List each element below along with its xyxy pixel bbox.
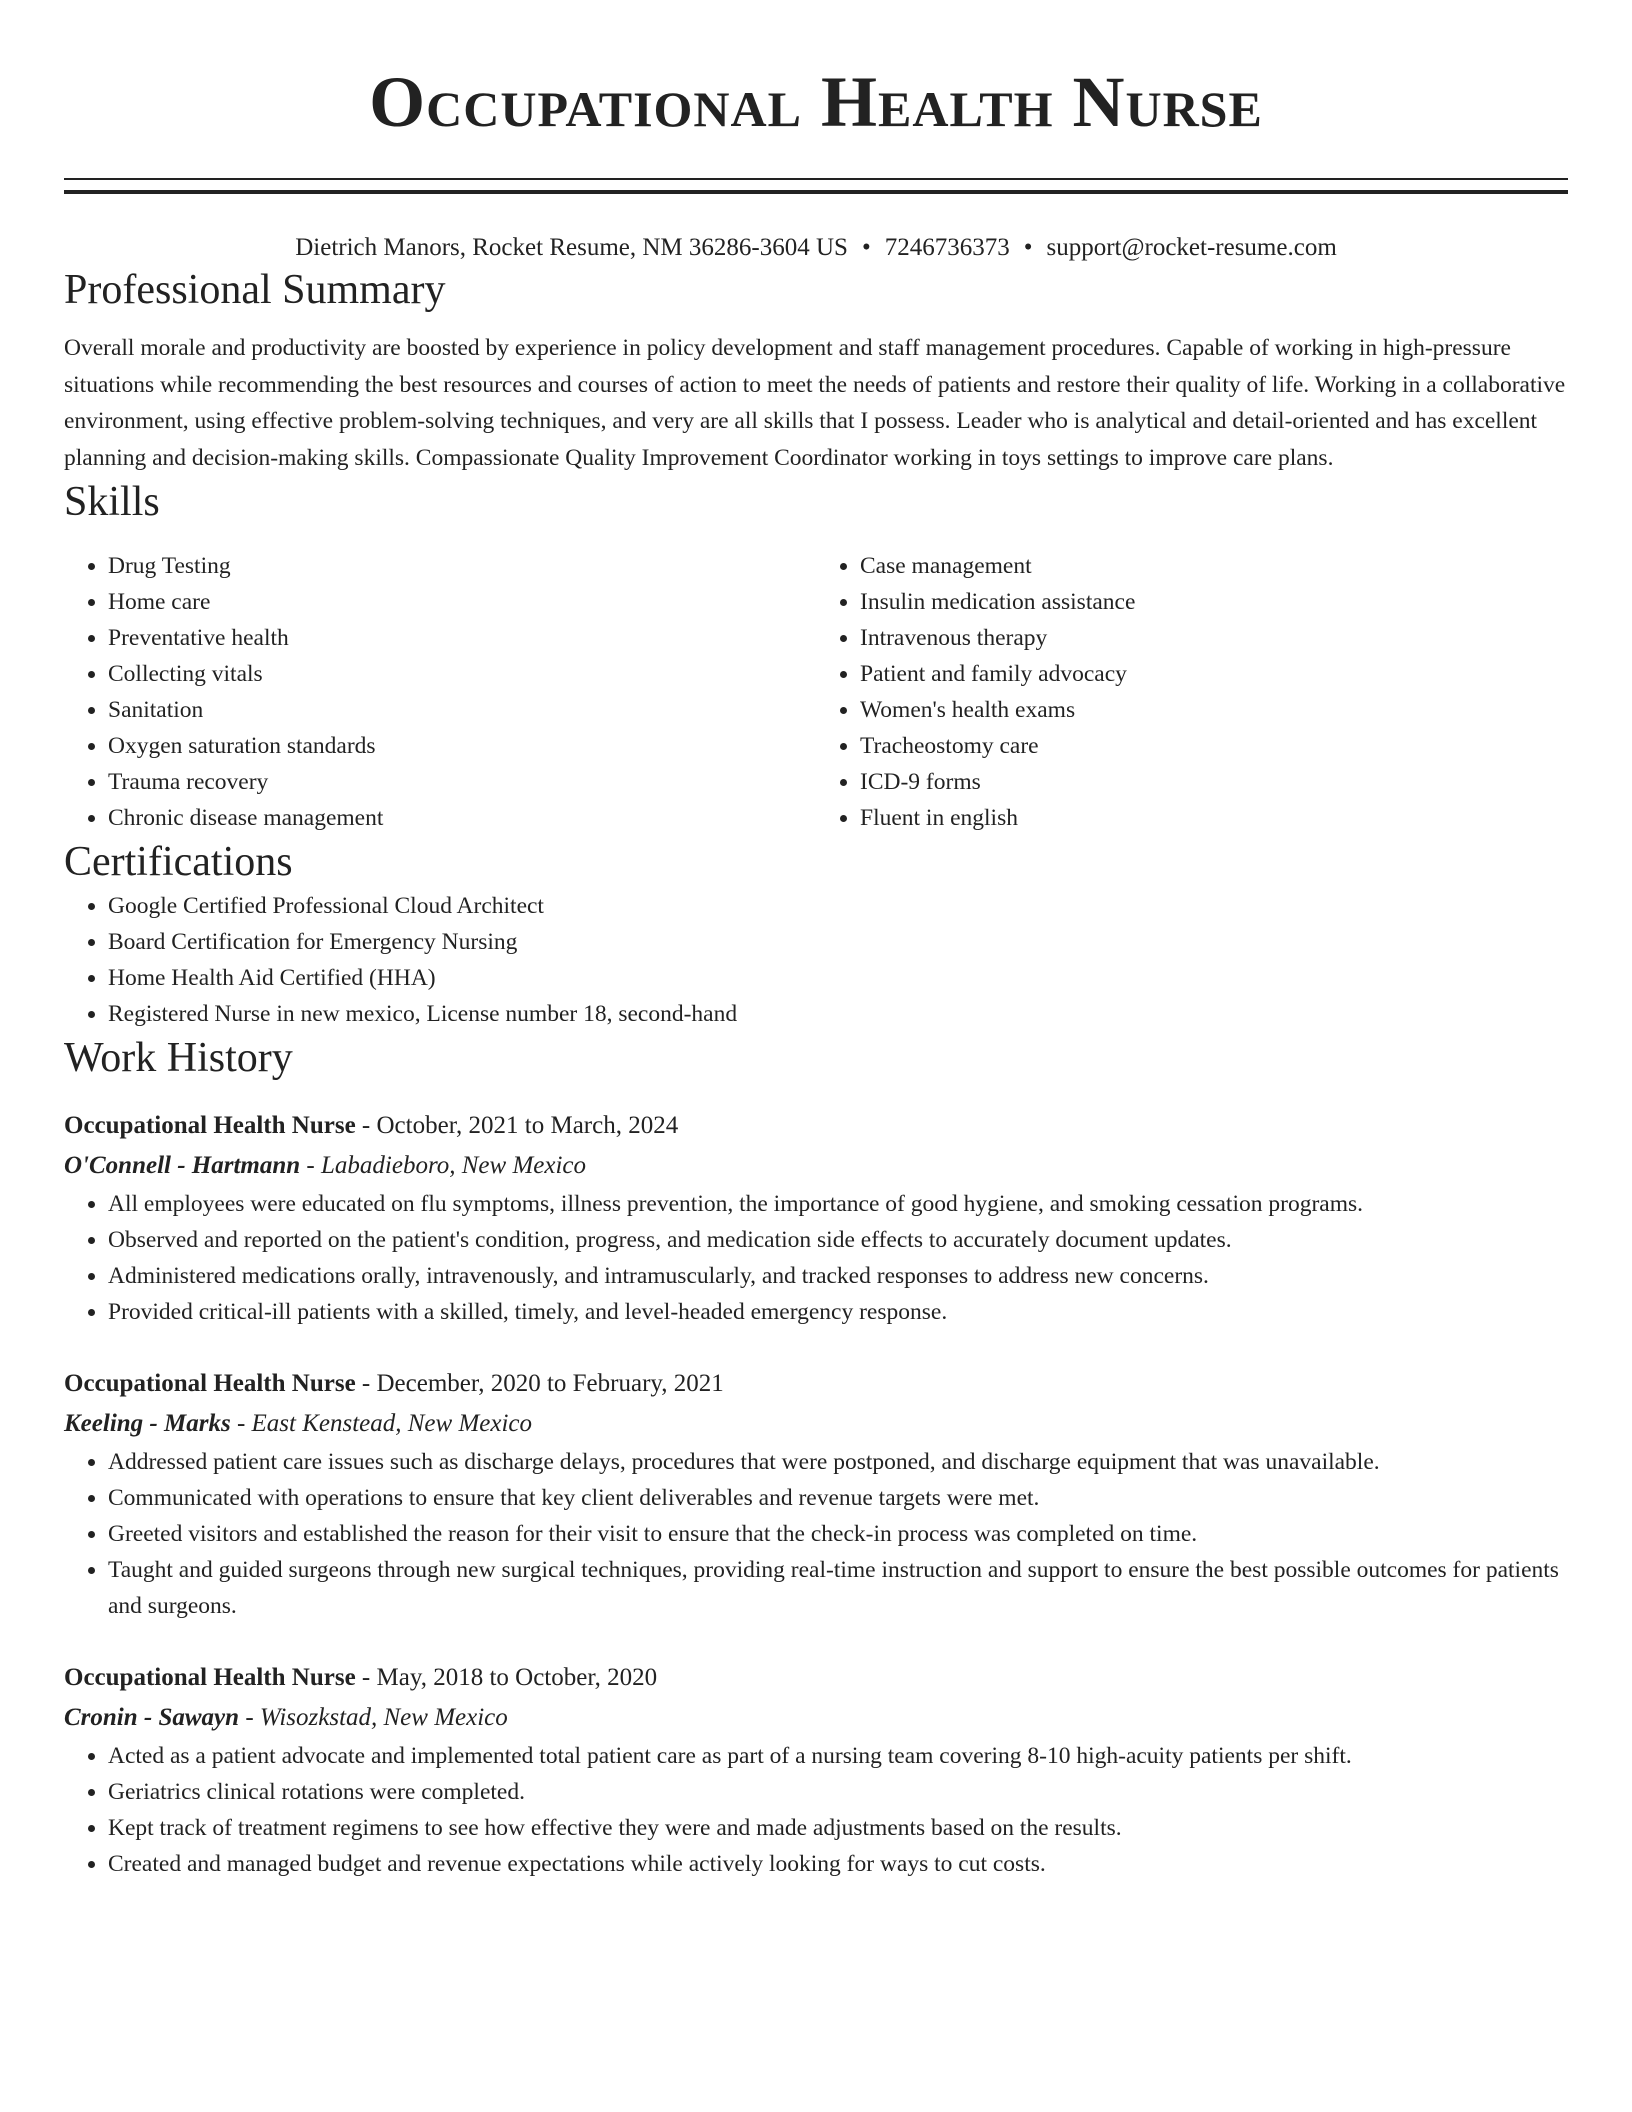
- certifications-heading: Certifications: [64, 839, 293, 885]
- job-bullet-list: [64, 1444, 1568, 1624]
- certification-item: • Google Certified Professional Cloud Architect: [108, 888, 1568, 924]
- skill-item: • Home care: [108, 584, 816, 620]
- job-company: Keeling - Marks: [64, 1410, 231, 1437]
- job-location: - East Kenstead, New Mexico: [230, 1410, 533, 1437]
- job-bullet: • Communicated with operations to ensure that key client deliverables and revenue targets were met.: [108, 1480, 1568, 1516]
- job-bullet: • Kept track of treatment regimens to see how effective they were and made adjustments based on the results.: [108, 1810, 1568, 1846]
- skill-item: • Intravenous therapy: [860, 620, 1568, 656]
- job-dates: - October, 2021 to March, 2024: [355, 1112, 679, 1139]
- job-title: Occupational Health Nurse: [64, 1664, 356, 1691]
- certification-item: • Registered Nurse in new mexico, License number 18, second-hand: [108, 996, 1568, 1032]
- certification-item: • Board Certification for Emergency Nursing: [108, 924, 1568, 960]
- job-bullet-list: [64, 1738, 1568, 1882]
- skill-item: • Insulin medication assistance: [860, 584, 1568, 620]
- certification-item: • Home Health Aid Certified (HHA): [108, 960, 1568, 996]
- job-title: Occupational Health Nurse: [64, 1370, 356, 1397]
- skills-list-right: [816, 548, 1568, 836]
- job-entry: [64, 1658, 1568, 1882]
- job-dates: - May, 2018 to October, 2020: [355, 1664, 658, 1691]
- job-company-line: [64, 1146, 1568, 1186]
- job-bullet: • Greeted visitors and established the reason for their visit to ensure that the check-in process was completed on time.: [108, 1516, 1568, 1552]
- job-company: O'Connell - Hartmann: [64, 1152, 301, 1179]
- job-location: - Wisozkstad, New Mexico: [239, 1704, 508, 1731]
- skill-item: • Patient and family advocacy: [860, 656, 1568, 692]
- skill-item: • Collecting vitals: [108, 656, 816, 692]
- job-title-line: [64, 1364, 1568, 1404]
- job-bullet: • Acted as a patient advocate and implemented total patient care as part of a nursing team covering 8-10 high-acuity patients per shift.: [108, 1738, 1568, 1774]
- job-bullet: • Taught and guided surgeons through new surgical techniques, providing real-time instruction and support to ensure the best possible outcomes for patients and surgeons.: [108, 1552, 1568, 1624]
- job-bullet: • Geriatrics clinical rotations were completed.: [108, 1774, 1568, 1810]
- job-title-line: [64, 1106, 1568, 1146]
- job-entry: [64, 1364, 1568, 1624]
- contact-separator: •: [861, 234, 871, 261]
- skills-heading: Skills: [64, 479, 160, 525]
- job-bullet-list: [64, 1186, 1568, 1330]
- job-bullet: • Provided critical-ill patients with a skilled, timely, and level-headed emergency response.: [108, 1294, 1568, 1330]
- skill-item: • Trauma recovery: [108, 764, 816, 800]
- skill-item: • Women's health exams: [860, 692, 1568, 728]
- summary-text: Overall morale and productivity are boosted by experience in policy development and staff management procedures. Capable of working in high-pressure situations while recommending the best resources and courses of action to meet the needs of patients and restore their quality of life. Working in a collaborative environment, using effective problem-solving techniques, and very are all skills that I possess. Leader who is analytical and detail-oriented and has excellent planning and decision-making skills. Compassionate Quality Improvement Coordinator working in toys settings to improve care plans.: [64, 335, 1566, 471]
- skill-item: • Preventative health: [108, 620, 816, 656]
- certifications-list: [64, 888, 1568, 1032]
- skills-list-left: [64, 548, 816, 836]
- skills-columns: [64, 548, 1568, 836]
- contact-phone: 7246736373: [884, 234, 1010, 261]
- job-company-line: [64, 1698, 1568, 1738]
- job-bullet: • All employees were educated on flu symptoms, illness prevention, the importance of good hygiene, and smoking cessation programs.: [108, 1186, 1568, 1222]
- skill-item: • Tracheostomy care: [860, 728, 1568, 764]
- skill-item: • Drug Testing: [108, 548, 816, 584]
- summary-heading: Professional Summary: [64, 267, 446, 313]
- job-company: Cronin - Sawayn: [64, 1704, 240, 1731]
- contact-address: Dietrich Manors, Rocket Resume, NM 36286-3604 US: [295, 234, 848, 261]
- job-title-line: [64, 1658, 1568, 1698]
- title-divider: [64, 178, 1568, 194]
- job-entry: [64, 1106, 1568, 1330]
- contact-separator: •: [1023, 234, 1033, 261]
- job-bullet: • Observed and reported on the patient's condition, progress, and medication side effects to accurately document updates.: [108, 1222, 1568, 1258]
- contact-email: support@rocket-resume.com: [1046, 234, 1337, 261]
- skill-item: • Oxygen saturation standards: [108, 728, 816, 764]
- skill-item: • Case management: [860, 548, 1568, 584]
- job-location: - Labadieboro, New Mexico: [300, 1152, 586, 1179]
- job-bullet: • Addressed patient care issues such as discharge delays, procedures that were postponed, and discharge equipment that was unavailable.: [108, 1444, 1568, 1480]
- job-dates: - December, 2020 to February, 2021: [355, 1370, 724, 1397]
- skill-item: • Fluent in english: [860, 800, 1568, 836]
- skill-item: • Sanitation: [108, 692, 816, 728]
- job-company-line: [64, 1404, 1568, 1444]
- contact-line: [64, 232, 1568, 264]
- skill-item: • ICD-9 forms: [860, 764, 1568, 800]
- job-bullet: • Administered medications orally, intravenously, and intramuscularly, and tracked responses to address new concerns.: [108, 1258, 1568, 1294]
- job-bullet: • Created and managed budget and revenue expectations while actively looking for ways to cut costs.: [108, 1846, 1568, 1882]
- page-title: Occupational Health Nurse: [369, 62, 1263, 142]
- skill-item: • Chronic disease management: [108, 800, 816, 836]
- job-title: Occupational Health Nurse: [64, 1112, 356, 1139]
- work-history-heading: Work History: [64, 1035, 293, 1081]
